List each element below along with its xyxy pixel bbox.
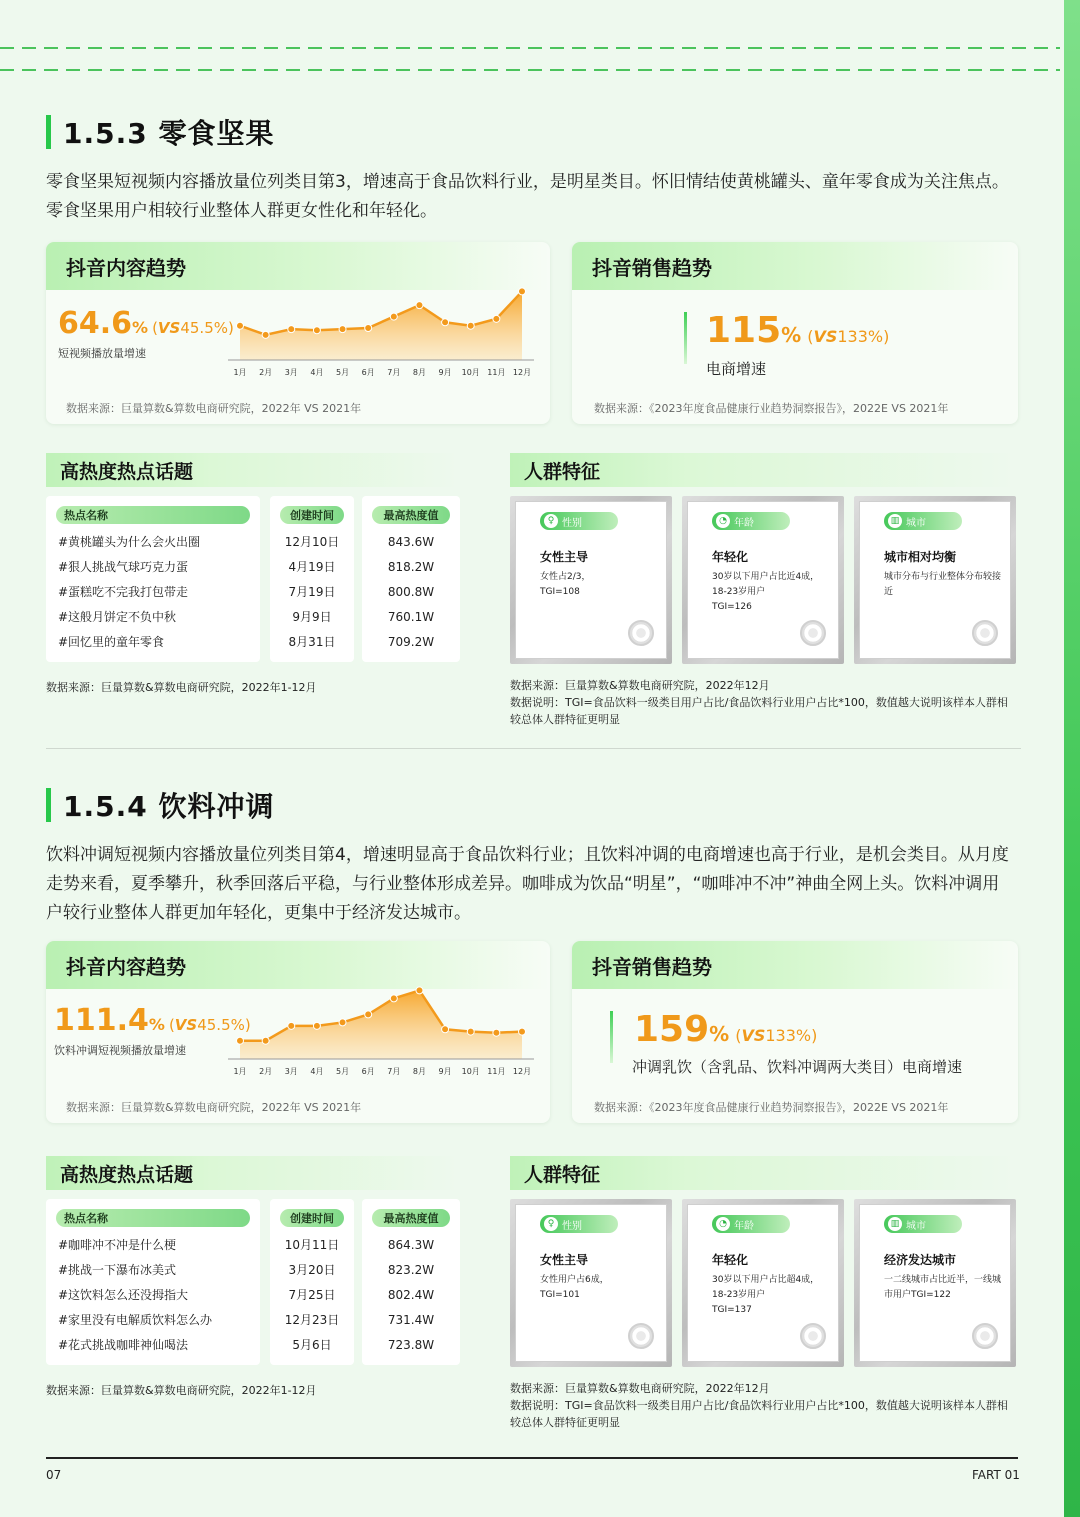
persona-tag: 城市: [906, 1220, 926, 1232]
data-point: [313, 1022, 320, 1029]
part-label: FART 01: [972, 1468, 1020, 1482]
content-trend-card: [46, 941, 550, 1123]
data-point: [365, 325, 372, 332]
growth-stat: 64.6 % (VS45.5%): [58, 306, 234, 341]
seal-icon: [628, 620, 654, 646]
data-point: [365, 1011, 372, 1018]
heat-value: 709.2W: [387, 635, 435, 649]
sales-value: 115: [706, 310, 782, 351]
trend-area: [240, 990, 522, 1059]
vs-value: 45.5%: [180, 319, 228, 337]
data-note: 数据说明：TGI=食品饮料一级类目用户占比/食品饮料行业用户占比*100，数值越大说明该样本人群相较总体人群特征更明显: [510, 1399, 1008, 1429]
persona-tag: 城市: [906, 517, 926, 529]
persona-title-text: 年轻化: [712, 550, 749, 564]
topic-name: #花式挑战咖啡神仙喝法: [58, 1338, 189, 1352]
x-tick-label: 7月: [387, 1067, 401, 1076]
x-tick-label: 7月: [387, 368, 401, 377]
section-intro: 零食坚果短视频内容播放量位列类目第3，增速高于食品饮料行业，是明星类目。怀旧情结使黄桃罐头、童年零食成为关注焦点。零食坚果用户相较行业整体人群更女性化和年轻化。: [46, 172, 1009, 221]
data-point: [339, 326, 346, 333]
x-tick-label: 12月: [512, 368, 532, 377]
dashed-decoration-bottom: [0, 66, 1060, 74]
created-date: 7月19日: [288, 585, 336, 599]
x-tick-label: 2月: [259, 368, 273, 377]
growth-stat: 111.4 % (VS45.5%): [54, 1003, 251, 1038]
persona-tag: 性别: [562, 1220, 582, 1232]
growth-label: 饮料冲调短视频播放量增速: [54, 1044, 186, 1057]
section-title-text: 1.5.4 饮料冲调: [63, 790, 275, 823]
heat-value: 843.6W: [387, 535, 435, 549]
gender-icon: ♀: [544, 514, 558, 528]
seal-icon: [800, 620, 826, 646]
persona-desc: 城市分布与行业整体分布较接近: [884, 572, 1002, 597]
vs-value: 133%: [837, 327, 884, 346]
section-divider: [46, 748, 1021, 749]
x-tick-label: 11月: [487, 368, 506, 377]
sales-growth-stat: 159 % (VS133%): [634, 1009, 818, 1050]
persona-title-text: 女性主导: [540, 550, 589, 564]
persona-title-text: 经济发达城市: [884, 1253, 957, 1267]
monthly-trend-chart: [226, 276, 536, 382]
topic-name: #咖啡冲不冲是什么梗: [58, 1238, 177, 1252]
seal-icon: [800, 1323, 826, 1349]
card-title: 抖音内容趋势: [46, 242, 550, 290]
data-source: 数据来源：《2023年度食品健康行业趋势洞察报告》，2022E VS 2021年: [594, 402, 949, 415]
x-tick-label: 5月: [335, 368, 350, 377]
seal-icon: [628, 1323, 654, 1349]
data-point: [442, 1026, 449, 1033]
content-trend-card: [46, 242, 550, 424]
heat-value-column: [362, 1199, 460, 1365]
persona-card-city: [854, 1199, 1016, 1367]
growth-value: 111.4: [54, 1003, 149, 1038]
created-date: 9月9日: [292, 610, 332, 624]
sales-value: 159: [634, 1009, 710, 1050]
growth-value: 64.6: [58, 306, 133, 341]
growth-label: 短视频播放量增速: [58, 347, 146, 360]
growth-pct: %: [148, 1015, 165, 1034]
persona-card-gender: [510, 496, 672, 664]
data-point: [237, 322, 244, 329]
persona-source: [510, 677, 1018, 728]
sales-label: 冲调乳饮（含乳品、饮料冲调两大类目）电商增速: [632, 1058, 963, 1076]
topic-name-column: [46, 496, 260, 662]
card-title: 抖音销售趋势: [572, 242, 1018, 290]
data-point: [493, 1029, 500, 1036]
x-tick-label: 6月: [361, 1067, 375, 1076]
city-icon: ▥: [888, 514, 902, 528]
sales-pct: %: [709, 1022, 730, 1046]
persona-card-age: [682, 1199, 844, 1367]
x-tick-label: 3月: [284, 1067, 298, 1076]
topic-name: #这般月饼定不负中秋: [58, 610, 177, 624]
card-title: 抖音内容趋势: [46, 941, 550, 989]
created-date: 3月20日: [288, 1263, 336, 1277]
topic-name: #挑战一下瀑布冰美式: [58, 1263, 177, 1277]
age-icon: ◔: [716, 1217, 730, 1231]
right-edge-stripe: [1064, 0, 1080, 1517]
x-tick-label: 8月: [412, 1067, 427, 1076]
persona-desc: 30岁以下用户占比超4成，18-23岁用户 TGI=137: [712, 1275, 820, 1315]
data-point: [390, 995, 397, 1002]
x-tick-label: 11月: [487, 1067, 506, 1076]
persona-tag: 年龄: [734, 517, 754, 529]
data-point: [416, 987, 423, 994]
x-tick-label: 9月: [438, 1067, 452, 1076]
data-point: [467, 322, 474, 329]
city-icon: ▥: [888, 1217, 902, 1231]
vs-value: 133%: [765, 1026, 812, 1045]
persona-title-text: 年轻化: [712, 1253, 749, 1267]
seal-icon: [972, 1323, 998, 1349]
heat-value: 800.8W: [387, 585, 435, 599]
data-source: 数据来源：《2023年度食品健康行业趋势洞察报告》，2022E VS 2021年: [594, 1101, 949, 1114]
created-date: 8月31日: [288, 635, 336, 649]
persona-tag: 性别: [562, 517, 582, 529]
topic-name: #黄桃罐头为什么会火出圈: [58, 535, 201, 549]
section-intro: 饮料冲调短视频内容播放量位列类目第4，增速明显高于食品饮料行业；且饮料冲调的电商增速也高于行业，是机会类目。从月度走势来看，夏季攀升，秋季回落后平稳，与行业整体形成差异。咖啡成为饮品“明星”，“咖啡冲不冲”神曲全网上头。饮料冲调用户较行业整体人群更加年轻化，更集中于经济发达城市。: [46, 845, 1009, 923]
x-tick-label: 2月: [259, 1067, 273, 1076]
footer-rule: [46, 1457, 1018, 1459]
column-header: 创建时间: [280, 506, 344, 524]
trend-area: [240, 291, 522, 360]
topic-name-column: [46, 1199, 260, 1365]
topic-name: #狠人挑战气球巧克力蛋: [58, 560, 189, 574]
persona-title: 人群特征: [510, 453, 1018, 487]
x-tick-label: 3月: [284, 368, 298, 377]
data-source: 数据来源：巨量算数&算数电商研究院，2022年 VS 2021年: [66, 402, 362, 415]
topic-name: #家里没有电解质饮料怎么办: [58, 1313, 213, 1327]
dashed-decoration-top: [0, 44, 1060, 52]
x-tick-label: 8月: [412, 368, 427, 377]
created-date: 12月10日: [284, 535, 340, 549]
x-tick-label: 5月: [335, 1067, 350, 1076]
persona-desc: 女性占2/3， TGI=108: [540, 572, 591, 597]
hot-topics-title: 高热度热点话题: [46, 1156, 460, 1190]
accent-line: [684, 312, 687, 364]
vs-label: VS: [157, 319, 181, 337]
created-date-column: [270, 1199, 354, 1365]
created-date: 5月6日: [292, 1338, 332, 1352]
persona-card-gender: [510, 1199, 672, 1367]
section-title: [46, 114, 274, 150]
heat-value: 760.1W: [387, 610, 435, 624]
persona-title-text: 女性主导: [540, 1253, 589, 1267]
vs-label: VS: [174, 1016, 198, 1034]
sales-trend-card: [572, 242, 1018, 424]
growth-pct: %: [132, 318, 149, 337]
created-date: 7月25日: [288, 1288, 336, 1302]
data-point: [288, 1022, 295, 1029]
data-point: [288, 326, 295, 333]
data-source: 数据来源：巨量算数&算数电商研究院，2022年1-12月: [46, 681, 317, 694]
x-tick-label: 9月: [438, 368, 452, 377]
heat-value-column: [362, 496, 460, 662]
accent-line: [610, 1011, 613, 1063]
x-tick-label: 4月: [310, 368, 324, 377]
sales-trend-card: [572, 941, 1018, 1123]
data-point: [262, 1037, 269, 1044]
sales-pct: %: [781, 323, 802, 347]
sales-label: 电商增速: [706, 360, 767, 378]
persona-source: [510, 1380, 1018, 1431]
data-source: 数据来源：巨量算数&算数电商研究院，2022年12月: [510, 679, 770, 692]
x-tick-label: 12月: [512, 1067, 532, 1076]
vs-value: 45.5%: [197, 1016, 245, 1034]
data-source: 数据来源：巨量算数&算数电商研究院，2022年1-12月: [46, 1384, 317, 1397]
persona-desc: 女性用户占6成， TGI=101: [540, 1275, 609, 1300]
heat-value: 823.2W: [387, 1263, 435, 1277]
age-icon: ◔: [716, 514, 730, 528]
persona-card-city: [854, 496, 1016, 664]
heat-value: 731.4W: [387, 1313, 435, 1327]
data-point: [237, 1037, 244, 1044]
sales-growth-stat: 115 % (VS133%): [706, 310, 890, 351]
heat-value: 864.3W: [387, 1238, 435, 1252]
column-header: 热点名称: [56, 1209, 250, 1227]
column-header: 最高热度值: [372, 506, 450, 524]
topic-name: #蛋糕吃不完我打包带走: [58, 585, 189, 599]
hot-topics-title: 高热度热点话题: [46, 453, 460, 487]
data-source: 数据来源：巨量算数&算数电商研究院，2022年12月: [510, 1382, 770, 1395]
data-point: [467, 1028, 474, 1035]
x-tick-label: 6月: [361, 368, 375, 377]
gender-icon: ♀: [544, 1217, 558, 1231]
heat-value: 802.4W: [387, 1288, 435, 1302]
created-date-column: [270, 496, 354, 662]
persona-card-age: [682, 496, 844, 664]
persona-title: 人群特征: [510, 1156, 1018, 1190]
x-tick-label: 4月: [310, 1067, 324, 1076]
page-number: 07: [46, 1468, 62, 1482]
section-title: [46, 787, 274, 823]
created-date: 12月23日: [284, 1313, 340, 1327]
data-note: 数据说明：TGI=食品饮料一级类目用户占比/食品饮料行业用户占比*100，数值越大说明该样本人群相较总体人群特征更明显: [510, 696, 1008, 726]
heat-value: 818.2W: [387, 560, 435, 574]
seal-icon: [972, 620, 998, 646]
column-header: 最高热度值: [372, 1209, 450, 1227]
x-tick-label: 1月: [233, 1067, 247, 1076]
vs-label: VS: [741, 1026, 766, 1045]
data-point: [493, 315, 500, 322]
monthly-trend-chart: [226, 975, 536, 1081]
data-point: [519, 1028, 526, 1035]
data-point: [416, 302, 423, 309]
data-source: 数据来源：巨量算数&算数电商研究院，2022年 VS 2021年: [66, 1101, 362, 1114]
heat-value: 723.8W: [387, 1338, 435, 1352]
data-point: [390, 313, 397, 320]
section-title-text: 1.5.3 零食坚果: [63, 117, 275, 150]
x-tick-label: 10月: [461, 368, 480, 377]
data-point: [519, 288, 526, 295]
created-date: 4月19日: [288, 560, 336, 574]
column-header: 创建时间: [280, 1209, 344, 1227]
persona-tag: 年龄: [734, 1220, 754, 1232]
card-title: 抖音销售趋势: [572, 941, 1018, 989]
column-header: 热点名称: [56, 506, 250, 524]
data-point: [339, 1019, 346, 1026]
data-point: [442, 319, 449, 326]
x-tick-label: 10月: [461, 1067, 480, 1076]
created-date: 10月11日: [284, 1238, 340, 1252]
topic-name: #回忆里的童年零食: [58, 635, 165, 649]
persona-desc: 30岁以下用户占比近4成，18-23岁用户 TGI=126: [712, 572, 820, 612]
data-point: [262, 331, 269, 338]
persona-desc: 一二线城市占比近半，一线城市用户TGI=122: [884, 1275, 1002, 1300]
vs-label: VS: [813, 327, 838, 346]
data-point: [313, 327, 320, 334]
x-tick-label: 1月: [233, 368, 247, 377]
persona-title-text: 城市相对均衡: [884, 550, 957, 564]
topic-name: #这饮料怎么还没拇指大: [58, 1288, 189, 1302]
